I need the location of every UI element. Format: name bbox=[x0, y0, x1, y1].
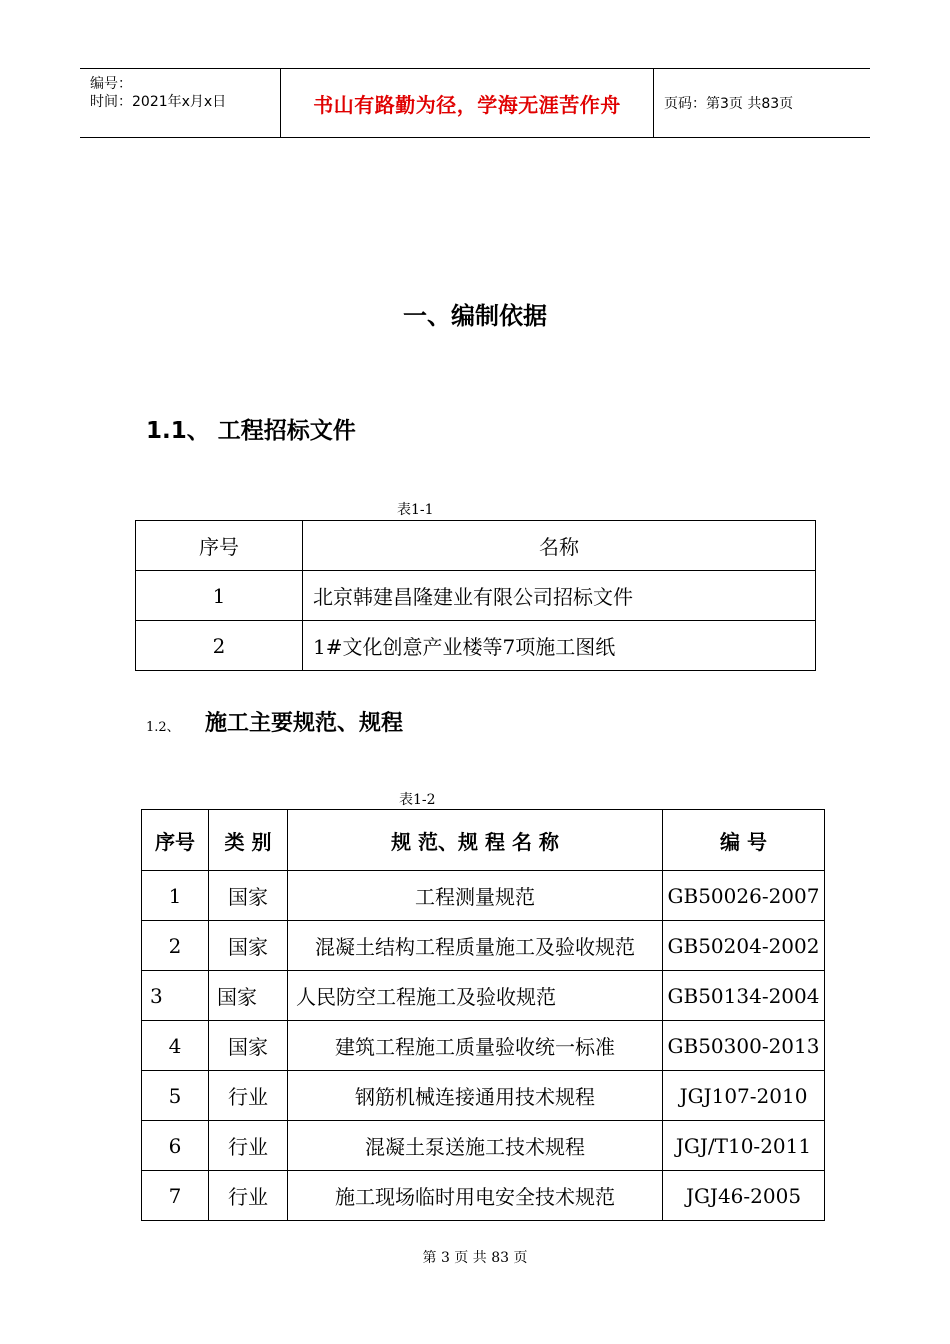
row-index: 7 bbox=[142, 1171, 209, 1221]
row-standard-name: 人民防空工程施工及验收规范 bbox=[288, 971, 663, 1021]
row-code: JGJ107-2010 bbox=[663, 1071, 825, 1121]
row-code: GB50204-2002 bbox=[663, 921, 825, 971]
header-cell: 名称 bbox=[303, 521, 816, 571]
table-row bbox=[136, 571, 816, 621]
table-row bbox=[142, 871, 825, 921]
table-header-row bbox=[142, 810, 825, 871]
row-category: 国家 bbox=[209, 871, 288, 921]
section-1-1-title: 1.1、 工程招标文件 bbox=[146, 418, 356, 444]
table-row bbox=[142, 921, 825, 971]
row-index: 4 bbox=[142, 1021, 209, 1071]
row-index: 1 bbox=[142, 871, 209, 921]
header-cell: 规 范、规 程 名 称 bbox=[288, 810, 663, 871]
section-1-2-number: 1.2、 bbox=[146, 720, 180, 735]
row-code: GB50026-2007 bbox=[663, 871, 825, 921]
row-code: JGJ46-2005 bbox=[663, 1171, 825, 1221]
row-index: 6 bbox=[142, 1121, 209, 1171]
header-motto-cell bbox=[281, 69, 654, 137]
table-1-1-caption: 表1-1 bbox=[397, 502, 434, 518]
table-1-2-caption: 表1-2 bbox=[399, 792, 436, 808]
row-category: 国家 bbox=[209, 1021, 288, 1071]
table-header-row bbox=[136, 521, 816, 571]
header-cell: 编 号 bbox=[663, 810, 825, 871]
row-category: 国家 bbox=[209, 971, 288, 1021]
table-row bbox=[142, 1121, 825, 1171]
row-standard-name: 工程测量规范 bbox=[288, 871, 663, 921]
standards-table bbox=[141, 809, 825, 1221]
row-standard-name: 混凝土泵送施工技术规程 bbox=[288, 1121, 663, 1171]
row-category: 行业 bbox=[209, 1171, 288, 1221]
header-page-info: 页码：第3页 共83页 bbox=[664, 96, 794, 112]
date-label: 时间：2021年x月x日 bbox=[90, 94, 227, 110]
table-row bbox=[142, 1171, 825, 1221]
header-cell: 类 别 bbox=[209, 810, 288, 871]
row-standard-name: 钢筋机械连接通用技术规程 bbox=[288, 1071, 663, 1121]
row-standard-name: 混凝土结构工程质量施工及验收规范 bbox=[288, 921, 663, 971]
row-name: 北京韩建昌隆建业有限公司招标文件 bbox=[303, 571, 816, 621]
header-meta bbox=[80, 69, 281, 137]
row-index: 3 bbox=[142, 971, 209, 1021]
row-index: 2 bbox=[136, 621, 303, 671]
bidding-documents-table bbox=[135, 520, 816, 671]
table-row bbox=[142, 971, 825, 1021]
table-row bbox=[136, 621, 816, 671]
row-index: 1 bbox=[136, 571, 303, 621]
row-index: 5 bbox=[142, 1071, 209, 1121]
chapter-title: 一、编制依据 bbox=[403, 302, 547, 330]
serial-label: 编号： bbox=[90, 76, 132, 92]
row-index: 2 bbox=[142, 921, 209, 971]
row-category: 行业 bbox=[209, 1121, 288, 1171]
row-code: GB50300-2013 bbox=[663, 1021, 825, 1071]
row-standard-name: 施工现场临时用电安全技术规范 bbox=[288, 1171, 663, 1221]
header-cell: 序号 bbox=[142, 810, 209, 871]
motto-text: 书山有路勤为径，学海无涯苦作舟 bbox=[313, 92, 621, 117]
row-standard-name: 建筑工程施工质量验收统一标准 bbox=[288, 1021, 663, 1071]
row-category: 国家 bbox=[209, 921, 288, 971]
row-category: 行业 bbox=[209, 1071, 288, 1121]
row-name: 1#文化创意产业楼等7项施工图纸 bbox=[303, 621, 816, 671]
section-1-2-title: 施工主要规范、规程 bbox=[205, 711, 404, 736]
row-code: JGJ/T10-2011 bbox=[663, 1121, 825, 1171]
header-cell: 序号 bbox=[136, 521, 303, 571]
table-row bbox=[142, 1021, 825, 1071]
row-code: GB50134-2004 bbox=[663, 971, 825, 1021]
table-row bbox=[142, 1071, 825, 1121]
page-header bbox=[80, 68, 870, 138]
page-footer: 第 3 页 共 83 页 bbox=[422, 1250, 528, 1266]
